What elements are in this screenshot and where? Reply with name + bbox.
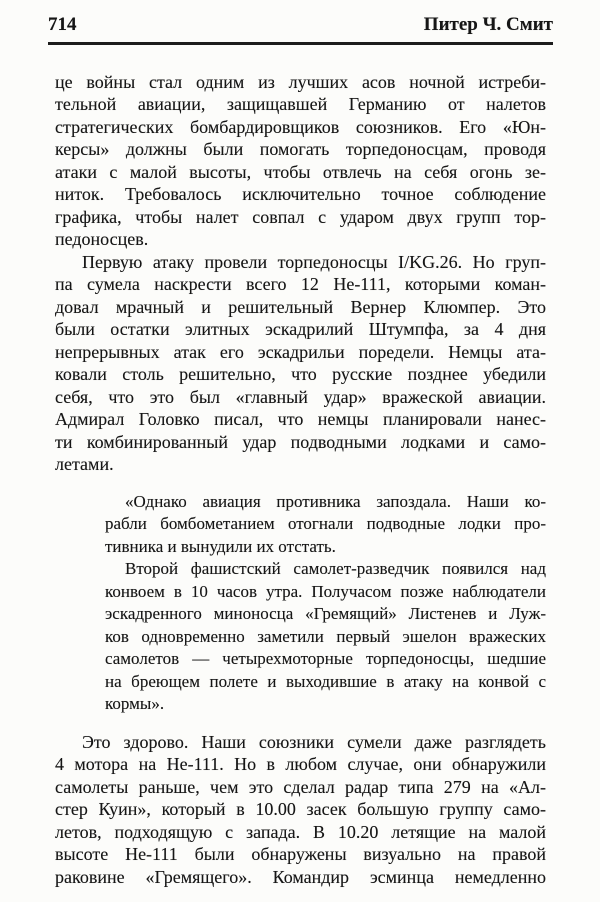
text-line: себя, что это был «главный удар» вражеской авиации. bbox=[55, 386, 546, 407]
text-line: стратегических бомбардировщиков союзников. Его «Юн- bbox=[55, 116, 546, 137]
text-line: эскадренного миноносца «Гремящий» Листенев и Луж- bbox=[105, 604, 546, 623]
text-line: довал мрачный и решительный Вернер Клюмпер. Это bbox=[55, 296, 546, 317]
text-line: ти комбинированный удар подводными лодками и само- bbox=[55, 431, 546, 452]
text-line: ниток. Требовалось исключительно точное соблюдение bbox=[55, 184, 546, 204]
text-line: кормы». bbox=[105, 694, 165, 713]
text-line: самолетов — четырехмоторные торпедоносцы, шедшие bbox=[105, 649, 546, 668]
text-line: конвоем в 10 часов утра. Получасом позже наблюдатели bbox=[105, 581, 546, 601]
text-line: стер Куин», который в 10.00 засек большую группу само- bbox=[55, 799, 546, 819]
paragraph bbox=[55, 71, 546, 251]
text-line: Второй фашистский самолет-разведчик появился над bbox=[125, 559, 546, 578]
page-header bbox=[48, 14, 553, 42]
text-line: были остатки элитных эскадрилий Штумпфа, за 4 дня bbox=[55, 319, 546, 339]
text-line: тивника и вынудили их отстать. bbox=[105, 536, 336, 556]
text-line: ковали столь решительно, что русские позднее убедили bbox=[55, 364, 546, 384]
header-rule bbox=[48, 42, 553, 45]
text-line: раковине «Гремящего». Командир эсминца немедленно bbox=[55, 866, 546, 887]
text-line: непрерывных атак его эскадрильи поредели. Немцы ата- bbox=[55, 341, 546, 362]
text-line: самолеты раньше, чем это сделал радар типа 279 на «Ал- bbox=[55, 776, 546, 797]
text-line: це войны стал одним из лучших асов ночной истреби- bbox=[55, 71, 546, 92]
text-line: высоте He-111 были обнаружены визуально на правой bbox=[55, 844, 546, 864]
page-body bbox=[55, 71, 546, 889]
text-line: атаки с малой высоты, чтобы отвлечь на себя огонь зе- bbox=[55, 161, 546, 182]
text-line: летами. bbox=[55, 454, 114, 474]
page-number: 714 bbox=[48, 14, 77, 35]
text-line: на бреющем полете и выходившие в атаку на конвой с bbox=[105, 671, 546, 691]
paragraph bbox=[55, 731, 546, 889]
block-quote bbox=[105, 491, 546, 716]
quote-paragraph bbox=[105, 491, 546, 559]
paragraph bbox=[55, 251, 546, 476]
text-line: педоносцев. bbox=[55, 229, 149, 249]
text-line: «Однако авиация противника запоздала. Наши ко- bbox=[125, 491, 546, 511]
text-line: тельной авиации, защищавшей Германию от налетов bbox=[55, 94, 546, 114]
text-line: па сумела наскрести всего 12 He-111, которыми коман- bbox=[55, 274, 546, 294]
quote-paragraph bbox=[105, 558, 546, 716]
text-line: ков одновременно заметили первый эшелон вражеских bbox=[105, 626, 546, 646]
text-line: Это здорово. Наши союзники сумели даже разглядеть bbox=[82, 731, 546, 752]
text-line: керсы» должны были помогать торпедоносцам, проводя bbox=[55, 139, 546, 159]
text-line: 4 мотора на He-111. Но в любом случае, они обнаружили bbox=[55, 754, 546, 774]
text-line: графика, чтобы налет совпал с ударом двух групп тор- bbox=[55, 206, 546, 227]
text-line: Первую атаку провели торпедоносцы I/KG.26. Но груп- bbox=[82, 251, 546, 272]
text-line: Адмирал Головко писал, что немцы планировали нанес- bbox=[55, 409, 546, 429]
text-line: летов, подходящую с запада. В 10.20 летящие на малой bbox=[55, 821, 546, 842]
text-line: рабли бомбометанием отогнали подводные лодки про- bbox=[105, 514, 546, 533]
running-head-author: Питер Ч. Смит bbox=[423, 14, 553, 35]
